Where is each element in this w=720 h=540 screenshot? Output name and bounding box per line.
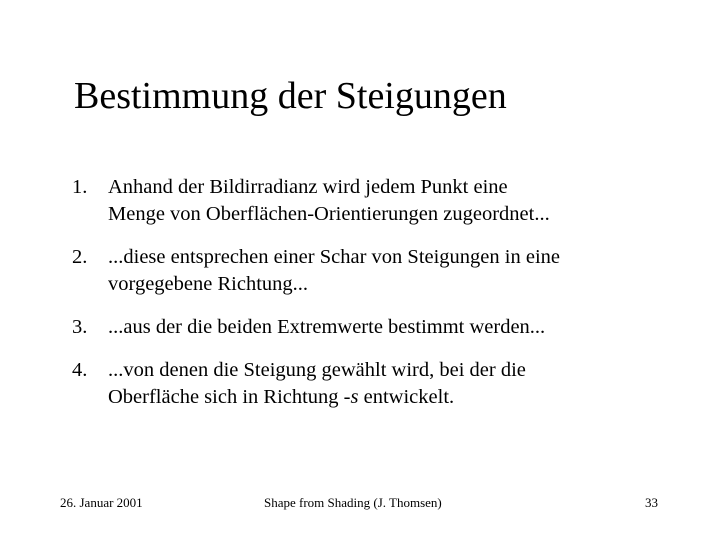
- bullet-list: [72, 174, 672, 411]
- footer-title: Shape from Shading (J. Thomsen): [264, 495, 442, 510]
- list-item-line: Anhand der Bildirradianz wird jedem Punkt eine: [108, 176, 508, 198]
- list-item-number: 1.: [72, 176, 88, 198]
- list-item-number: 4.: [72, 359, 88, 381]
- list-item-text-segment: Oberfläche sich in Richtung -: [108, 386, 351, 408]
- list-item: [72, 357, 672, 411]
- list-item-number: 2.: [72, 246, 88, 268]
- list-item-line: ...diese entsprechen einer Schar von Steigungen in eine: [108, 246, 560, 268]
- list-item-number: 3.: [72, 316, 88, 338]
- list-item-line: vorgegebene Richtung...: [108, 273, 309, 295]
- slide-title: Bestimmung der Steigungen: [74, 75, 507, 117]
- list-item-line: ...von denen die Steigung gewählt wird, bei der die: [108, 359, 526, 381]
- footer-date: 26. Januar 2001: [60, 495, 143, 510]
- list-item: [72, 174, 672, 228]
- math-variable-s: s: [350, 386, 359, 408]
- list-item-line: Menge von Oberflächen-Orientierungen zugeordnet...: [108, 203, 550, 225]
- list-item-line: [108, 384, 672, 411]
- page-number: 33: [645, 495, 658, 510]
- list-item: [72, 244, 672, 298]
- list-item: [72, 314, 672, 341]
- list-item-line: ...aus der die beiden Extremwerte bestimmt werden...: [108, 316, 546, 338]
- list-item-text-segment: entwickelt.: [358, 386, 455, 408]
